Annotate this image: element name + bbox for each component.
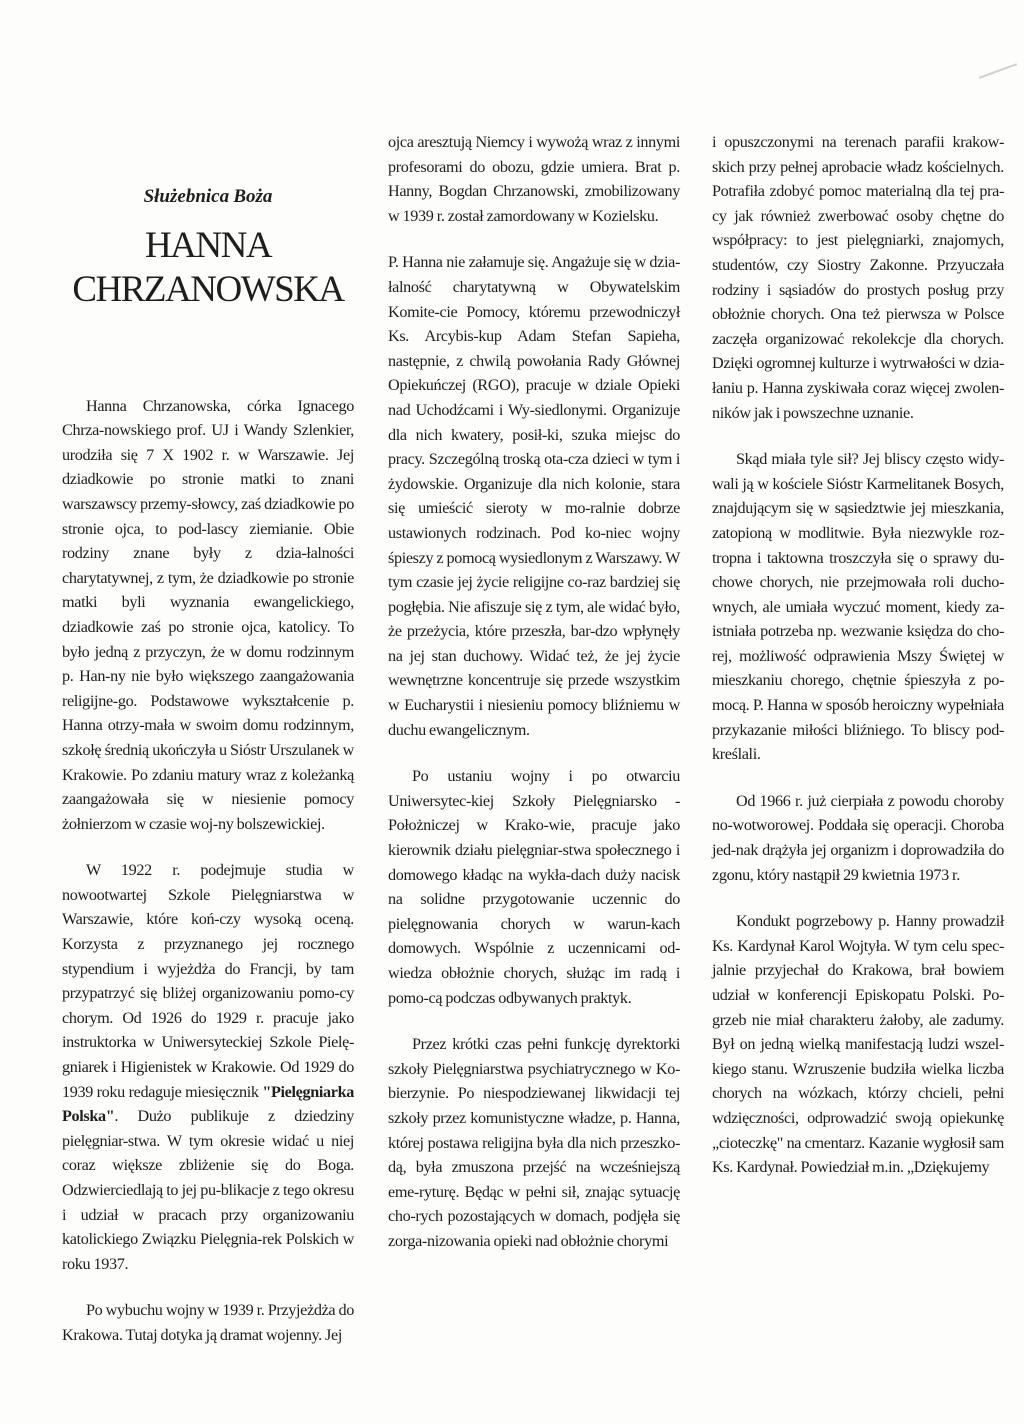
article-paragraph: Od 1966 r. już cierpiała z powodu choroby no-wotworowej. Poddała się operacji. Choroba jed-nak drążyła jej organizm i doprowadziła do zgonu, który nastąpił 29 kwietnia 1973 r. — [712, 791, 1004, 884]
article-paragraph: Przez krótki czas pełni funkcję dyrektorki szkoły Pielęgniarstwa psychiatrycznego w Ko-bierzynie. Po niespodziewanej likwidacji tej szkoły przez komunistyczne władze, p. Hanna, której postawa religijna była dla nich przeszko-dą, była zmuszona przejść na wcześniejszą eme-ryturę. Będąc w pełni sił, znając sytuację cho-rych pozostających w domach, podjęła się zorga-nizowania opieki nad obłożnie chorymi — [388, 1035, 680, 1250]
article-column-1 — [62, 185, 354, 1370]
scan-edge-mark — [979, 63, 1017, 79]
article-paragraph: Po wybuchu wojny w 1939 r. Przyjeżdża do Krakowa. Tutaj dotyka ją dramat wojenny. Jej — [62, 1301, 354, 1344]
paragraph-text: W 1922 r. podejmuje studia w nowootwartej Szkole Pielęgniarstwa w Warszawie, które koń-czy wysoką oceną. Korzysta z przyznanego jej rocznego stypendium i wyjeżdża do Francji, by tam przypatrzyć się bliżej organizowaniu pomo-cy chorym. Od 1926 do 1929 r. pracuje jako instruktorka w Uniwersyteckiej Szkole Pielę-gniarek i Higienistek w Krakowie. Od 1929 do 1939 roku redaguje miesięcznik — [62, 861, 354, 1101]
article-paragraph — [62, 858, 354, 1276]
article-paragraph: ojca aresztują Niemcy i wywożą wraz z innymi profesorami do obozu, gdzie umiera. Brat p. Hanny, Bogdan Chrzanowski, zmobilizowany w 1939 r. został zamordowany w Kozielsku. — [388, 133, 680, 225]
article-paragraph: P. Hanna nie załamuje się. Angażuje się w dzia-łalność charytatywną w Obywatelskim Komite-cie Pomocy, któremu przewodniczył Ks. Arcybis-kup Adam Stefan Sapieha, następnie, z chwilą powołania Rady Głównej Opiekuńczej (RGO), pracuje w dziale Opieki nad Uchodźcami i Wy-siedlonymi. Organizuje dla nich kwatery, posił-ki, szuka miejsc do pracy. Szczególną troską ota-cza dzieci w tym i żydowskie. Organizuje dla nich kolonie, stara się umieścić sieroty w mo-ralnie dobrze ustawionych rodzinach. Pod ko-niec wojny śpieszy z pomocą wysiedlonym z Warszawy. W tym czasie jej życie religijne co-raz bardziej się pogłębia. Nie afiszuje się z tym, ale widać było, że przeżycia, które przeszła, bar-dzo wpłynęły na jej stan duchowy. Widać też, że jej życie wewnętrzne koncentruje się przede wszystkim w Eucharystii i niesieniu pomocy bliźniemu w duchu ewangelicznym. — [388, 253, 680, 739]
journal-name: "Pielęgniarka Polska" — [62, 1082, 354, 1126]
article-column-2 — [388, 130, 680, 1276]
article-paragraph: Po ustaniu wojny i po otwarciu Uniwersytec-kiej Szkoły Pielęgniarsko - Położniczej w Krako-wie, pracuje jako kierownik działu pielęgniar-stwa społecznego i domowego kładąc na wykła-dach duży nacisk na solidne przygotowanie uczennic do pielęgnowania chorych w warun-kach domowych. Wspólnie z uczennicami od-wiedza obłożnie chorych, służąc im radą i pomo-cą podczas odbywanych praktyk. — [388, 767, 680, 1007]
paragraph-text: . Dużo publikuje z dziedziny pielęgniar-stwa. W tym okresie widać u niej coraz większe zbliżenie się do Boga. Odzwierciedlają to jej pu-blikacje z tego okresu i udział w pracach przy organizowaniu katolickiego Związku Pielęgnia-rek Polskich w roku 1937. — [62, 1107, 354, 1273]
article-kicker: Służebnica Boża — [143, 186, 273, 207]
article-title: HANNA CHRZANOWSKA — [72, 224, 344, 310]
article-paragraph: i opuszczonymi na terenach parafii krakow-skich przy pełnej aprobacie władz kościelnych. Potrafiła zdobyć pomoc materialną dla tej pra-cy jak również zwerbować osoby chętne do współpracy: to jest pielęgniarki, znajomych, studentów, czy Siostry Zakonne. Przyuczała rodziny i sąsiadów do prostych posług przy obłożnie chorych. Ona też pierwsza w Polsce zaczęła organizować rekolekcje dla chorych. Dzięki ogromnej kulturze i wytrwałości w dzia-łaniu p. Hanna zyskiwała coraz więcej zwolen-ników jak i powszechne uznanie. — [712, 133, 1004, 422]
article-paragraph: Kondukt pogrzebowy p. Hanny prowadził Ks. Kardynał Karol Wojtyła. W tym celu spec-jalnie przyjechał do Krakowa, brał bowiem udział w konferencji Episkopatu Polski. Po-grzeb nie miał charakteru żałoby, ale zadumy. Był on jedną wielką manifestacją ludzi wszel-kiego stanu. Wzruszenie budziła wielka liczba chorych na wózkach, którzy chcieli, pełni wdzięczności, odprowadzić swoją opiekunkę „cioteczkę" na cmentarz. Kazanie wygłosił sam Ks. Kardynał. Powiedział m.in. „Dziękujemy — [712, 912, 1004, 1177]
article-paragraph: Skąd miała tyle sił? Jej bliscy często widy-wali ją w kościele Sióstr Karmelitanek Bosych, znajdującym się w sąsiedztwie jej mieszkania, zatopioną w modlitwie. Była niezwykle roz-tropna i taktowna troszczyła się o sprawy du-chowe chorych, nie przejmowała roli ducho-wnych, ale umiała wyczuć moment, kiedy za-istniała potrzeba np. wezwanie księdza do cho-rej, możliwość odprawienia Mszy Świętej w mieszkaniu chorego, chętnie śpieszyła z po-mocą. P. Hanna w sposób heroiczny wypełniała przykazanie miłości bliźniego. To bliscy pod-kreślali. — [712, 450, 1004, 764]
article-column-3 — [712, 130, 1004, 1202]
article-paragraph: Hanna Chrzanowska, córka Ignacego Chrza-nowskiego prof. UJ i Wandy Szlenkier, urodziła się 7 X 1902 r. w Warszawie. Jej dziadkowie po stronie matki to znani warszawscy przemy-słowcy, zaś dziadkowie po stronie ojca, to pod-lascy ziemianie. Obie rodziny znane były z dzia-łalności charytatywnej, z tym, że dziadkowie po stronie matki byli wyznania ewangelickiego, dziadkowie zaś po stronie ojca, katolicy. To było jedną z przyczyn, że w domu rodzinnym p. Han-ny nie było większego zaangażowania religijne-go. Podstawowe wykształcenie p. Hanna otrzy-mała w swoim domu rodzinnym, szkołę średnią ukończyła u Sióstr Urszulanek w Krakowie. Po zdaniu matury wraz z koleżanką zaangażowała się w niesienie pomocy żołnierzom w czasie woj-ny bolszewickiej. — [62, 396, 354, 833]
